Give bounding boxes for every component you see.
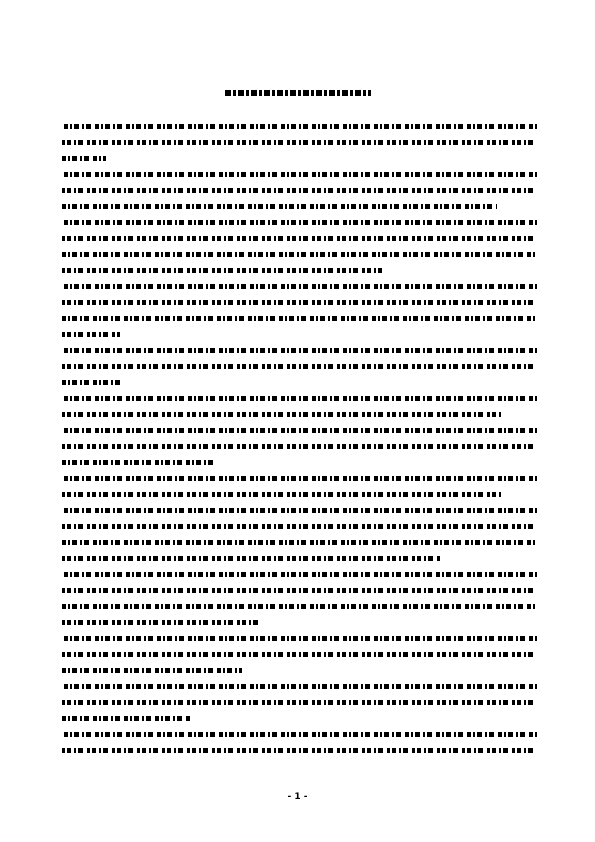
text-line — [62, 252, 536, 257]
text-line — [62, 492, 502, 497]
text-line — [64, 636, 538, 641]
text-line — [62, 188, 536, 193]
paragraph — [62, 428, 536, 465]
paragraph — [62, 172, 536, 209]
paragraph — [62, 476, 536, 497]
title-illegible-text — [225, 90, 371, 96]
text-line — [62, 236, 536, 241]
text-line — [64, 428, 538, 433]
text-line — [64, 508, 538, 513]
title-text — [371, 88, 372, 89]
text-line — [62, 268, 382, 273]
text-line — [62, 540, 536, 545]
paragraph — [62, 572, 536, 625]
paragraph — [62, 348, 536, 385]
text-line — [64, 348, 538, 353]
text-line — [62, 716, 192, 721]
text-line — [64, 284, 538, 289]
text-line — [62, 556, 442, 561]
paragraph — [62, 508, 536, 561]
text-line — [62, 700, 536, 705]
text-line — [62, 412, 502, 417]
text-line — [64, 476, 538, 481]
text-line — [64, 172, 538, 177]
text-line — [62, 588, 536, 593]
text-line — [64, 124, 538, 129]
paragraph — [62, 636, 536, 673]
paragraph — [62, 124, 536, 161]
paragraph — [62, 684, 536, 721]
text-line — [62, 748, 536, 753]
text-line — [62, 140, 536, 145]
text-line — [62, 364, 536, 369]
text-line — [62, 204, 497, 209]
paragraph — [62, 220, 536, 273]
paragraph — [62, 284, 536, 337]
text-line — [62, 380, 120, 385]
text-line — [64, 572, 538, 577]
text-line — [62, 652, 536, 657]
text-line — [62, 444, 536, 449]
document-body — [62, 124, 536, 764]
text-line — [62, 604, 536, 609]
text-line — [62, 524, 536, 529]
text-line — [62, 316, 536, 321]
text-line — [64, 732, 538, 737]
text-line — [62, 460, 217, 465]
text-line — [64, 684, 538, 689]
paragraph — [62, 396, 536, 417]
text-line — [62, 668, 242, 673]
text-line — [64, 220, 538, 225]
page-number: - 1 - — [287, 792, 308, 802]
text-line — [62, 156, 106, 161]
paragraph — [62, 732, 536, 753]
document-title — [0, 88, 595, 99]
text-line — [62, 300, 536, 305]
text-line — [62, 620, 262, 625]
text-line — [64, 396, 538, 401]
text-line — [62, 332, 120, 337]
